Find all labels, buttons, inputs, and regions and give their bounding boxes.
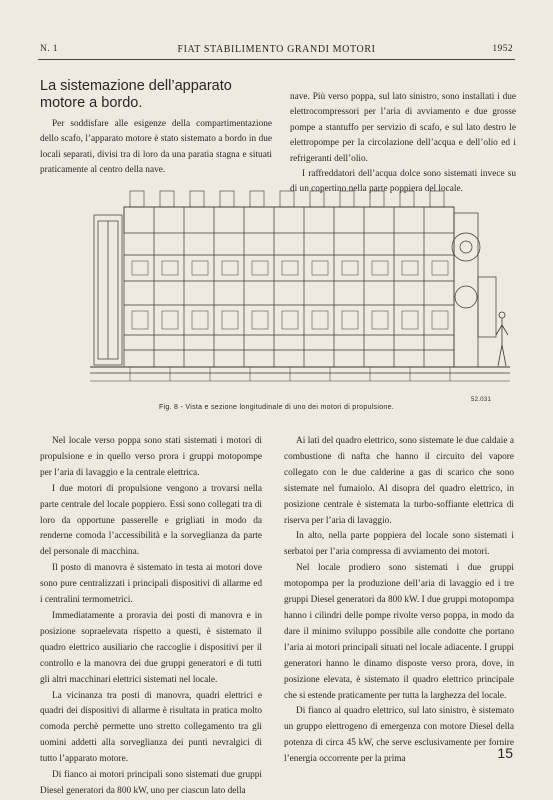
year: 1952 [492,44,513,54]
paragraph: Nel locale prodiero sono sistemati i due gruppi motopompa per la produzione dell’aria di lavaggio ed i tre gruppi Diesel generatori da 800 kW. I due gruppi motopompa hanno i cilindri delle pompe rivolte verso poppa, in modo da dare il minimo sviluppo possibile alle condotte che portano l’aria ai motori principali situati nel locale adiacente. I gruppi generatori hanno le dinamo disposte verso prora, dove, in posizione elevata, è sistemato il quadro elettrico principale che si estende praticamente per tutta la larghezza del locale. [284,563,514,701]
paragraph: Di fianco ai motori principali sono sistemati due gruppi Diesel generatori da 800 kW, uno per ciascun lato della [40,770,262,796]
paragraph: nave. Più verso poppa, sul lato sinistro, sono installati i due elettrocompressori per l’aria di avviamento e due grosse pompe a stantuffo per servizio di scafo, e sul lato destro le elettropompe per la circolazione dell’acqua e dell’olio ed i refrigeranti dell’olio. [290,92,516,164]
running-head: FIAT STABILIMENTO GRANDI MOTORI [177,44,376,55]
issue-number: N. 1 [40,44,58,54]
right-top-column [290,90,516,198]
paragraph: I due motori di propulsione vengono a trovarsi nella parte centrale del locale poppiero. Essi sono collegati tra di loro da opportune passerelle e grigliati in modo da renderne comoda l’accessibilità e la sorveglianza da parte del personale di macchina. [40,483,262,558]
page-number: 15 [497,745,513,761]
paragraph: Immediatamente a proravia dei posti di manovra e in posizione sopraelevata rispetto a questi, è sistemato il quadro elettrico ausiliario che raccoglie i dispositivi per il controllo e la manovra dei due gruppi generatori e di tutti gli altri macchinari elettrici sistemati nel locale. [40,610,262,685]
paragraph: In alto, nella parte poppiera del locale sono sistemati i serbatoi per l’aria compressa di avviamento dei motori. [284,531,514,558]
left-column [40,434,262,800]
paragraph: Il posto di manovra è sistemato in testa ai motori dove sono pure centralizzati i principali dispositivi di allarme ed i centralini termometrici. [40,563,262,606]
header-rule [38,59,515,60]
paragraph: Per soddisfare alle esigenze della compartimentazione dello scafo, l’apparato motore è stato sistemato a bordo in due locali separati, divisi tra di loro da una paratia stagna e situati praticamente al centro della nave. [40,119,272,176]
paragraph: Nel locale verso poppa sono stati sistemati i motori di propulsione e in quello verso prora i gruppi motopompe per l’aria di lavaggio e la centrale elettrica. [40,436,262,478]
engine-section-drawing [90,185,510,393]
paragraph: Di fianco al quadro elettrico, sul lato sinistro, è sistemato un gruppo elettrogeno di emergenza con motore Diesel della potenza di circa 45 kW, che serve esclusivamente per fornire l’energia occorrente per la prima [284,706,514,765]
section-title: La sistemazione dell’apparato motore a bordo. [40,78,232,111]
paragraph: I raffreddatori dell’acqua dolce sono sistemati invece su di un copertino nella parte poppiera del locale. [290,169,516,195]
paragraph: Ai lati del quadro elettrico, sono sistemate le due caldaie a combustione di nafta che hanno il circuito del vapore collegato con le due calderine a gas di scarico che sono sistemate nel fumaiolo. Al disopra del quadro elettrico, in posizione centrale è sistemata la turbo-soffiante elettrica di riserva per l’aria di lavaggio. [284,436,514,526]
right-column [284,434,514,768]
intro-column [40,117,272,179]
paragraph: La vicinanza tra posti di manovra, quadri elettrici e quadri dei dispositivi di allarme è risultata in pratica molto comoda perchè permette uno stretto collegamento tra gli uomini addetti alla sorveglianza dei punti nevralgici di tutto l’apparato motore. [40,690,262,765]
figure-caption: Fig. 8 - Vista e sezione longitudinale di uno dei motori di propulsione. [158,404,395,411]
figure-code: 52.031 [471,397,492,403]
